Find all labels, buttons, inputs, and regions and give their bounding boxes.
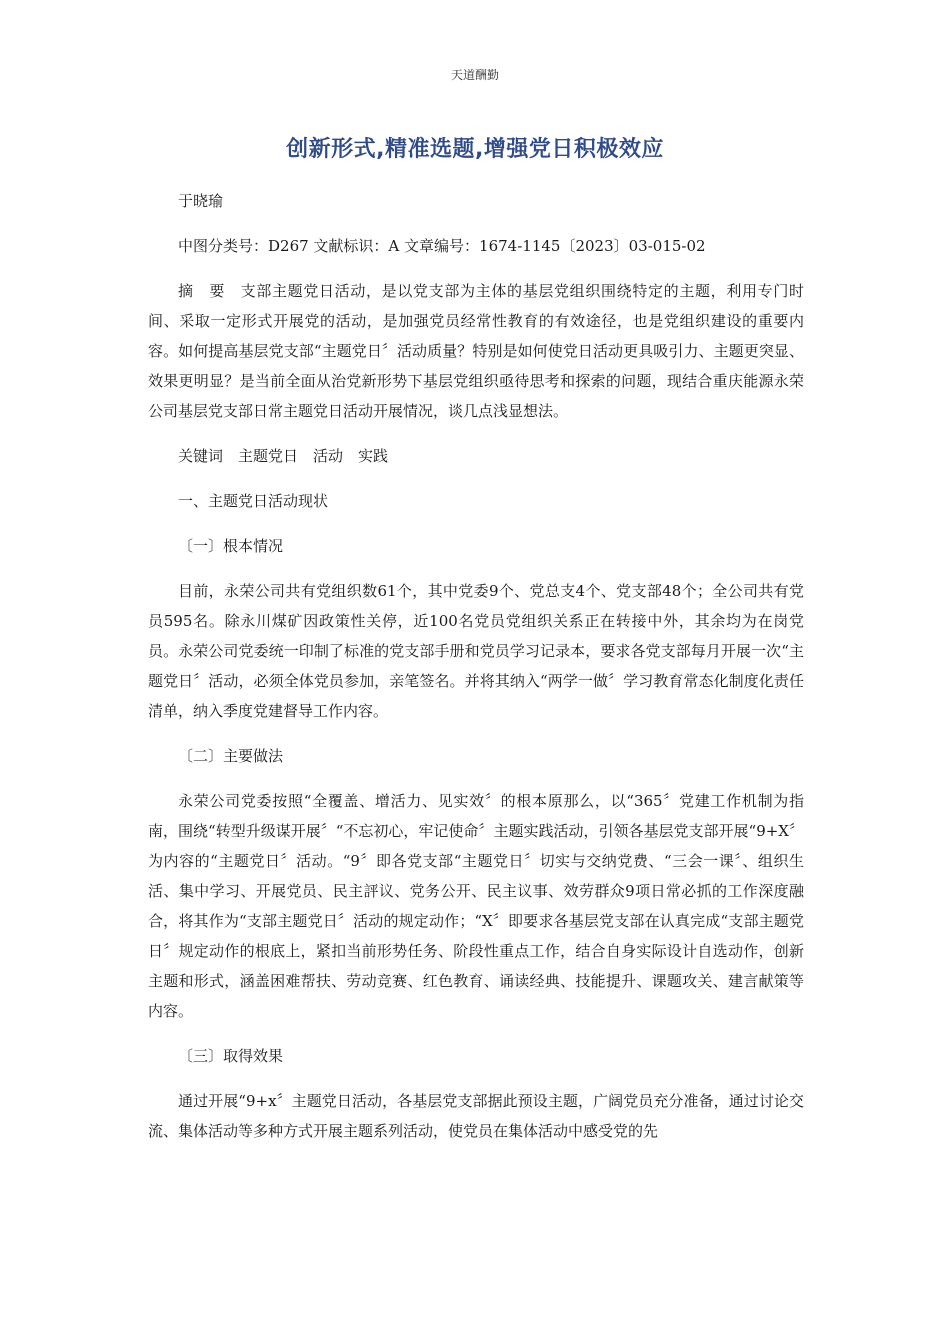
section-heading: 一、主题党日活动现状 bbox=[178, 492, 329, 510]
header-mark: 天道酬勤 bbox=[450, 68, 499, 82]
subsection-heading: 〔二〕主要做法 bbox=[178, 747, 284, 765]
body-paragraph: 目前，永荣公司共有党组织数61个，其中党委9个、党总支4个、党支部48个；全公司共有党员595名。除永川煤矿因政策性关停，近100名党员党组织关系正在转接中外，其余均为在岗党员。永荣公司党委统一印制了标准的党支部手册和党员学习记录本，要求各党支部每月开展一次“主题党日〞活动，必须全体党员参加，亲笔签名。并将其纳入“两学一做〞学习教育常态化制度化责任清单，纳入季度党建督导工作内容。 bbox=[148, 582, 804, 720]
article-title: 创新形式,精准选题,增强党日积极效应 bbox=[286, 137, 664, 162]
subsection-heading: 〔三〕取得效果 bbox=[178, 1047, 284, 1065]
abstract-paragraph: 摘 要 支部主题党日活动，是以党支部为主体的基层党组织围绕特定的主题，利用专门时间、采取一定形式开展党的活动，是加强党员经常性教育的有效途径，也是党组织建设的重要内容。如何提高基层党支部“主题党日〞活动质量？特别是如何使党日活动更具吸引力、主题更突显、效果更明显？是当前全面从治党新形势下基层党组织亟待思考和探索的问题，现结合重庆能源永荣公司基层党支部日常主题党日活动开展情况，谈几点浅显想法。 bbox=[148, 282, 804, 420]
article-body bbox=[148, 186, 804, 1161]
subsection-heading: 〔一〕根本情况 bbox=[178, 537, 284, 555]
author-name: 于晓瑜 bbox=[178, 192, 224, 210]
keywords-line: 关键词 主题党日 活动 实践 bbox=[178, 447, 389, 465]
classification-line: 中图分类号：D267 文献标识：A 文章编号：1674-1145〔2023〕03-015-02 bbox=[178, 237, 706, 255]
body-paragraph: 通过开展“9+x〞主题党日活动，各基层党支部据此预设主题，广阔党员充分准备，通过讨论交流、集体活动等多种方式开展主题系列活动，使党员在集体活动中感受党的先 bbox=[148, 1092, 804, 1140]
body-paragraph: 永荣公司党委按照“全覆盖、增活力、见实效〞的根本原那么，以“365〞党建工作机制为指南，围绕“转型升级谋开展〞“不忘初心，牢记使命〞主题实践活动，引领各基层党支部开展“9+X〞为内容的“主题党日〞活动。“9〞即各党支部“主题党日〞切实与交纳党费、“三会一课〞、组织生活、集中学习、开展党员、民主評议、党务公开、民主议事、效劳群众9项日常必抓的工作深度融合，将其作为“支部主题党日〞活动的规定动作；“X〞即要求各基层党支部在认真完成“支部主题党日〞规定动作的根底上，紧扣当前形势任务、阶段性重点工作，结合自身实际设计自选动作，创新主题和形式，涵盖困难帮扶、劳动竞赛、红色教育、诵读经典、技能提升、课题攻关、建言献策等内容。 bbox=[148, 792, 804, 1020]
